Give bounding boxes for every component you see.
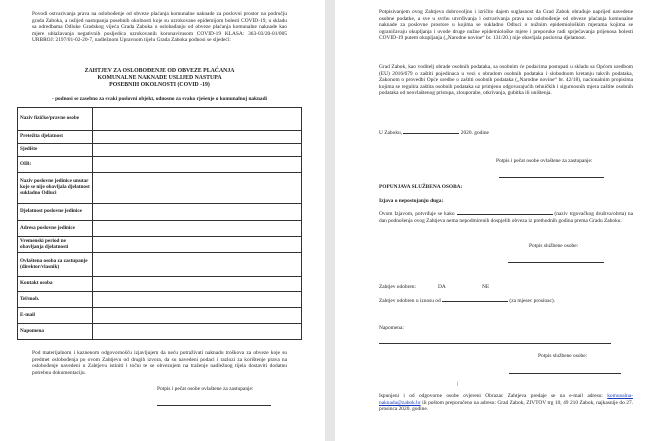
row-input[interactable] (93, 173, 302, 204)
table-row (18, 144, 302, 157)
submit-suffix: ili poštom preporučeno na adresu: Grad Zabok, ZIVTOV trg 10, 49 210 Zabok, najkasnije do 27. prosinca 2020. godine. (379, 399, 633, 413)
table-row (18, 173, 302, 204)
approved-no[interactable]: NE (482, 284, 490, 290)
text-cursor: | (457, 381, 459, 387)
official-heading: POPUNJAVA SLUŽBENA OSOBA: (379, 184, 463, 190)
row-label: Sjedište (18, 144, 93, 157)
official-signature-label: Potpis službene osobe: (529, 243, 579, 249)
row-label: E-mail (18, 308, 93, 324)
table-row (18, 108, 302, 131)
row-input[interactable] (93, 253, 302, 277)
gdpr-paragraph: Grad Zabok, kao voditelj obrade osobnih podataka, sa osobnim će podacima postupati u skladu sa Općom uredbom (EU) 2016/679 o zaštiti pojedinaca u vezi s obradom osobnih podataka i slobodnom kretanju takvih podataka, Zakonom o provedbi Opće uredbe o zaštiti osobnih podataka („Narodne novine“ br. 42/18), nacionalnim propisima kojima se regulira zaštita osobnih podataka uz primjenu odgovarajućih tehničkih i sigurnosnih mjera zaštite osobnih podataka od neovlaštenog pristupa, zlouporabe, otkrivanja, gubitka ili uništenja. (379, 64, 633, 97)
table-row (18, 324, 302, 340)
debt-heading: Izjava o nepostojanju duga: (379, 198, 444, 204)
table-row (18, 308, 302, 324)
submission-paragraph (379, 393, 633, 413)
applicant-table (17, 107, 302, 340)
row-input[interactable] (93, 324, 302, 340)
row-label: Naziv fizičke/pravne osobe (18, 108, 93, 131)
row-input[interactable] (93, 204, 302, 221)
row-label: Pretežita djelatnost (18, 131, 93, 144)
official-signature-line[interactable] (508, 262, 604, 263)
note-label: Napomena: (379, 325, 404, 331)
row-input[interactable] (93, 221, 302, 237)
form-title (17, 68, 302, 89)
page-right (335, 0, 660, 441)
row-label: Naziv poslovne jedinice unutar koje se nije obavljala djelatnost sukladno Odluci (18, 173, 93, 204)
debt-suffix: (naziv trgovačkog društva/obrta) na dan podnošenja ovog Zahtjeva nema nepodmirenih dospjelih obveza iz prethodnih godina prema Gradu Zaboku. (379, 211, 633, 224)
debt-statement (379, 211, 633, 224)
title-line: KOMUNALNE NAKNADE USLIJED NASTUPA (97, 75, 222, 81)
signature-label: Potpis i pečat osobe ovlaštene za zastupanje: (496, 158, 593, 164)
submit-prefix: Ispunjeni i od odgovorne osobe ovjereni Obrazac Zahtjeva predaje se na e-mail adresu: (379, 393, 603, 399)
table-row (18, 237, 302, 253)
row-label: Adresa poslovne jedinice (18, 221, 93, 237)
date-field[interactable] (403, 133, 459, 134)
debt-prefix: Ovom Izjavom, potvrđuje se kako (379, 211, 455, 217)
table-row (18, 221, 302, 237)
form-subtitle: - podnosi se zasebno za svaki poslovni objekt, odnosno za svako rješenje o komunalnoj naknadi (51, 96, 267, 102)
row-input[interactable] (93, 157, 302, 173)
declaration-paragraph: Pod materijalnom i kaznenom odgovornošću izjavljujem da neću potraživati naknadu troškova za obveze koje su predmet oslobođenja po ovom Zahtjevu od drugih izvora, da su navedeni podaci i razlozi za korištenje prava na oslobođenje navedeni u Zahtjevu istiniti i točni te se obvezujem na traženje nadležnog tijela dostaviti dodatnu potrebnu dokumentaciju. (32, 350, 287, 376)
row-label: Djelatnost poslovne jedinice (18, 204, 93, 221)
row-label: Tel/mob. (18, 292, 93, 308)
row-input[interactable] (93, 277, 302, 292)
title-line: POSEBNIH OKOLNOSTI (COVID -19) (109, 82, 210, 88)
table-row (18, 292, 302, 308)
row-input[interactable] (93, 108, 302, 131)
row-input[interactable] (93, 292, 302, 308)
table-row (18, 277, 302, 292)
note-line[interactable] (379, 343, 611, 344)
title-line: ZAHTJEV ZA OSLOBOĐENJE OD OBVEZE PLAĆANJA (84, 68, 235, 74)
page-left (0, 0, 325, 441)
table-row (18, 253, 302, 277)
row-label: Ovlaštena osoba za zastupanje (direktor/vlasnik) (18, 253, 93, 277)
official-signature-line[interactable] (509, 373, 621, 374)
official-signature-label: Potpis službene osobe: (538, 353, 588, 359)
email-link[interactable]: komunalna-naknada@zabok.hr (379, 393, 633, 406)
signature-line[interactable] (157, 405, 271, 406)
amount-suffix: (za mjesec prosinac). (509, 298, 556, 304)
signature-label: Potpis i pečat osobe ovlaštene za zastupanje: (157, 386, 254, 392)
row-input[interactable] (93, 144, 302, 157)
amount-field[interactable] (442, 301, 508, 302)
approved-yes[interactable]: DA (438, 284, 446, 290)
row-label: Vremenski period ne obavljanja djelatnosti (18, 237, 93, 253)
table-row (18, 131, 302, 144)
amount-line (379, 298, 555, 305)
table-row (18, 157, 302, 173)
row-label: Kontakt osoba (18, 277, 93, 292)
place-suffix: 2020. godine (460, 130, 489, 136)
place-date (379, 130, 633, 137)
consent-paragraph: Potpisivanjem ovog Zahtjeva dobrovoljno i izričito dajem suglasnost da Grad Zabok obrađuje naprijed navedene osobne podatke, a sve u svrhu utvrđivanja i ostvarivanja prava na oslobođenje od obveze plaćanja komunalne naknade za poslovne prostore u kojima se sukladno Odluci o nužnim epidemiološkim mjerama kojima se ograničavaju okupljanja i uvode druge nužne epidemiološke mjere i preporuke radi sprječavanja prijenosa bolesti COVID-19 putem okupljanja („Narodne novine“ br. 131/20.) nije obavljala poslovna djelatnost. (379, 9, 633, 42)
row-label: OIB: (18, 157, 93, 173)
place-prefix: U Zaboku, (379, 130, 403, 136)
table-row (18, 204, 302, 221)
approved-label: Zahtjev odobren: (379, 284, 416, 290)
company-name-field[interactable] (457, 214, 553, 215)
row-input[interactable] (93, 237, 302, 253)
row-input[interactable] (93, 308, 302, 324)
row-label: Napomena (18, 324, 93, 340)
amount-prefix: Zahtjev odobren u iznosu od (379, 298, 441, 304)
intro-paragraph: Povodi ostvarivanja prava na oslobođenje od obveze plaćanja komunalne naknade za poslovni prostor na području grada Zaboka, a uslijed nastupanja posebnih okolnosti koje su uzrokovane epidemijom bolesti COVID-19, u skladu sa odredbama Odluke Gradskog vijeća Grada Zaboka o oslobađanju od obveze plaćanja komunalne naknade kao mjere ublažavanja negativnih posljedica uzrokovanih koronavirusom COVID-19 KLASA: 363-03/20-01/005 URBROJ: 2197/01-02-20-7, nadležnom Upravnom tijelu Grada Zaboka podnosi se sljedeći: (32, 11, 287, 44)
signature-line[interactable] (499, 177, 604, 178)
row-input[interactable] (93, 131, 302, 144)
